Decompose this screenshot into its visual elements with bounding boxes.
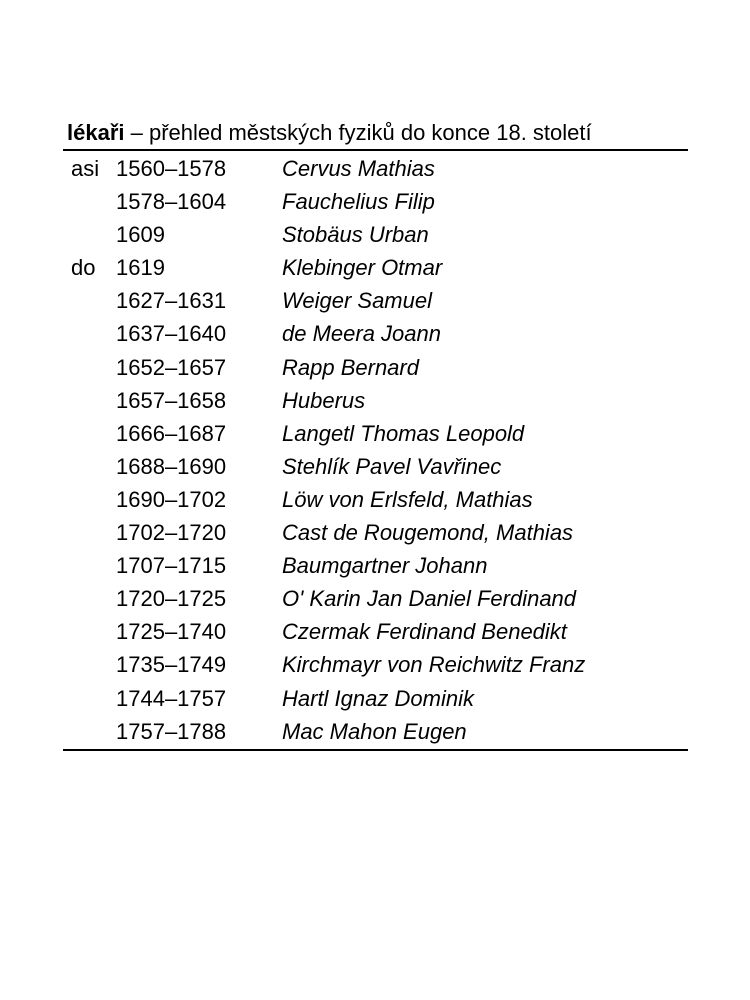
list-item [63, 152, 688, 185]
term-years: 1690–1702 [116, 486, 227, 512]
physician-name: Fauchelius Filip [282, 189, 435, 215]
physician-name: Cervus Mathias [282, 156, 435, 181]
term-years: 1627–1631 [116, 288, 227, 314]
date-qualifier: do [71, 255, 96, 281]
physician-name: Stobäus Urban [282, 222, 429, 248]
term-years: 1688–1690 [116, 453, 227, 479]
physician-name: Cast de Rougemond, Mathias [282, 520, 574, 546]
physician-name: Kirchmayr von Reichwitz Franz [282, 652, 586, 678]
physician-name: Löw von Erlsfeld, Mathias [282, 486, 533, 512]
list-item [63, 648, 688, 681]
list-item [63, 351, 688, 384]
term-years: 1707–1715 [116, 553, 227, 579]
physician-name: Weiger Samuel [282, 288, 432, 314]
list-item [63, 450, 688, 483]
list-rows [63, 151, 688, 749]
list-item [63, 516, 688, 549]
term-years: 1702–1720 [116, 520, 227, 546]
list-item [63, 251, 688, 284]
list-item [63, 218, 688, 251]
heading-term: lékaři [67, 120, 125, 145]
list-item [63, 682, 688, 715]
term-years: 1560–1578 [116, 156, 227, 181]
physician-name: Baumgartner Johann [282, 553, 488, 579]
physician-name: Klebinger Otmar [282, 255, 443, 281]
term-years: 1609 [116, 222, 165, 248]
list-item [63, 549, 688, 582]
physician-name: O' Karin Jan Daniel Ferdinand [282, 586, 577, 612]
term-years: 1619 [116, 255, 165, 281]
heading-description: – přehled městských fyziků do konce 18. století [124, 120, 592, 145]
term-years: 1757–1788 [116, 718, 227, 744]
list-item [63, 715, 688, 748]
term-years: 1652–1657 [116, 354, 227, 380]
term-years: 1744–1757 [116, 685, 227, 711]
list-item [63, 417, 688, 450]
physician-name: de Meera Joann [282, 321, 441, 347]
physician-name: Langetl Thomas Leopold [282, 420, 525, 446]
term-years: 1637–1640 [116, 321, 227, 347]
list-item [63, 384, 688, 417]
term-years: 1657–1658 [116, 387, 227, 413]
list-item [63, 185, 688, 218]
term-years: 1666–1687 [116, 420, 227, 446]
date-qualifier: asi [71, 156, 100, 181]
list-heading [63, 118, 688, 148]
physician-name: Huberus [282, 387, 366, 413]
term-years: 1735–1749 [116, 652, 227, 678]
term-years: 1578–1604 [116, 189, 227, 215]
physician-name: Mac Mahon Eugen [282, 718, 467, 744]
physician-name: Stehlík Pavel Vavřinec [282, 453, 502, 479]
list-item [63, 582, 688, 615]
term-years: 1725–1740 [116, 619, 227, 645]
list-item [63, 483, 688, 516]
bottom-rule [63, 749, 688, 751]
physicians-list [63, 118, 688, 751]
list-item [63, 284, 688, 317]
list-item [63, 615, 688, 648]
list-item [63, 317, 688, 350]
physician-name: Hartl Ignaz Dominik [282, 685, 474, 711]
term-years: 1720–1725 [116, 586, 227, 612]
physician-name: Czermak Ferdinand Benedikt [282, 619, 567, 645]
physician-name: Rapp Bernard [282, 354, 419, 380]
